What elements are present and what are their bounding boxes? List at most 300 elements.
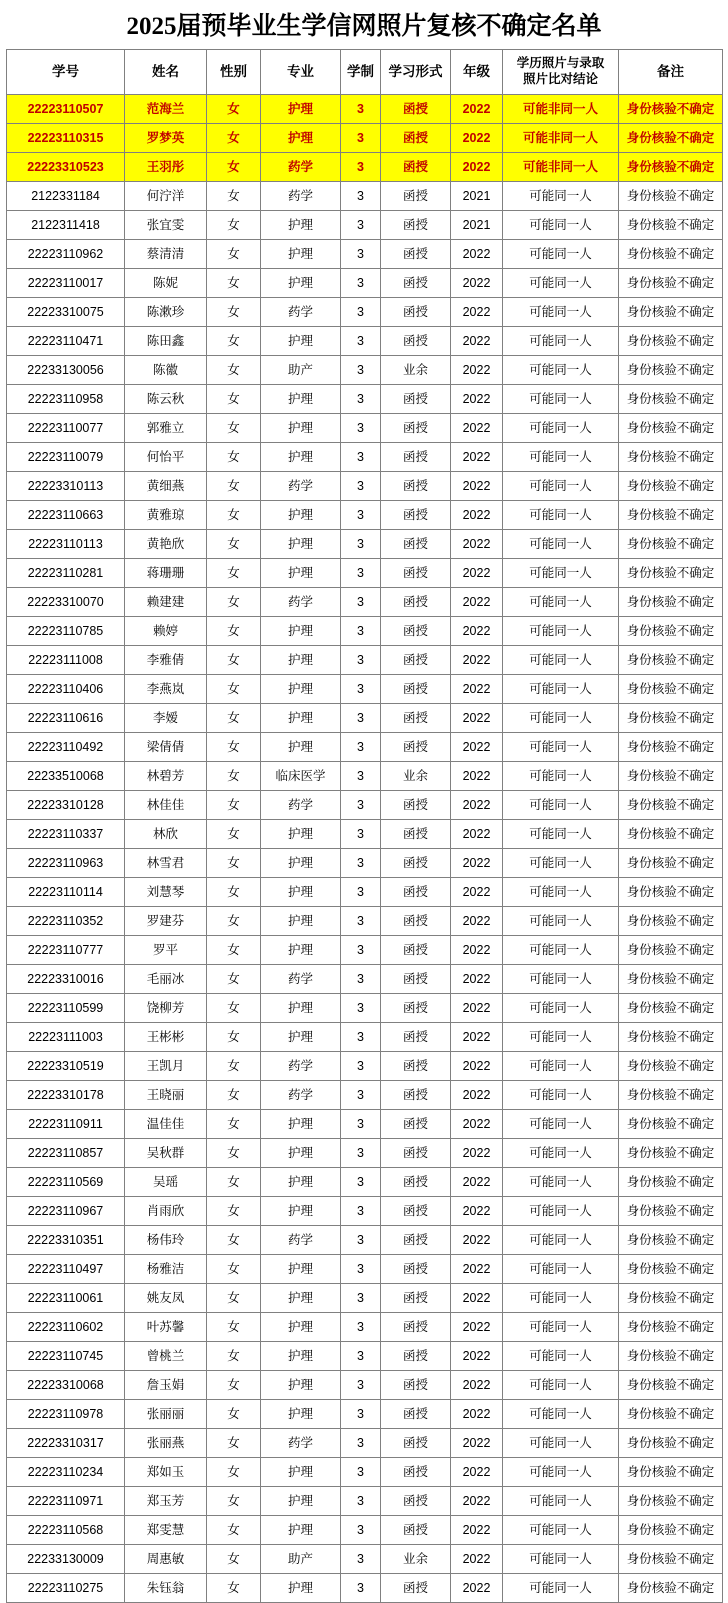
cell-study-form: 函授 [381, 1487, 451, 1516]
cell-student-id: 22223310128 [7, 791, 125, 820]
cell-remark: 身份核验不确定 [619, 1458, 723, 1487]
cell-student-id: 2122311418 [7, 211, 125, 240]
cell-student-id: 22223310068 [7, 1371, 125, 1400]
cell-gender: 女 [207, 1081, 261, 1110]
cell-remark: 身份核验不确定 [619, 269, 723, 298]
table-row [7, 820, 723, 849]
cell-major: 护理 [261, 124, 341, 153]
roster-table [6, 49, 723, 1603]
cell-system: 3 [341, 965, 381, 994]
cell-major: 护理 [261, 530, 341, 559]
cell-conclusion: 可能同一人 [503, 791, 619, 820]
cell-gender: 女 [207, 994, 261, 1023]
cell-major: 药学 [261, 153, 341, 182]
cell-study-form: 函授 [381, 153, 451, 182]
cell-remark: 身份核验不确定 [619, 356, 723, 385]
cell-system: 3 [341, 907, 381, 936]
cell-conclusion: 可能同一人 [503, 1574, 619, 1603]
cell-student-id: 22223110234 [7, 1458, 125, 1487]
cell-grade: 2022 [451, 1023, 503, 1052]
cell-name: 范海兰 [125, 95, 207, 124]
cell-system: 3 [341, 95, 381, 124]
cell-grade: 2022 [451, 1226, 503, 1255]
table-row [7, 1052, 723, 1081]
cell-study-form: 函授 [381, 936, 451, 965]
cell-grade: 2022 [451, 1313, 503, 1342]
cell-name: 李雅倩 [125, 646, 207, 675]
cell-grade: 2022 [451, 1110, 503, 1139]
cell-system: 3 [341, 1139, 381, 1168]
cell-remark: 身份核验不确定 [619, 965, 723, 994]
cell-name: 张丽丽 [125, 1400, 207, 1429]
cell-grade: 2022 [451, 356, 503, 385]
table-row [7, 530, 723, 559]
cell-remark: 身份核验不确定 [619, 385, 723, 414]
cell-name: 叶苏馨 [125, 1313, 207, 1342]
cell-grade: 2022 [451, 240, 503, 269]
cell-name: 朱钰翁 [125, 1574, 207, 1603]
table-row [7, 646, 723, 675]
cell-grade: 2022 [451, 414, 503, 443]
cell-system: 3 [341, 704, 381, 733]
cell-conclusion: 可能同一人 [503, 907, 619, 936]
cell-system: 3 [341, 588, 381, 617]
table-row [7, 1516, 723, 1545]
table-row [7, 1574, 723, 1603]
cell-grade: 2022 [451, 704, 503, 733]
cell-name: 郑雯慧 [125, 1516, 207, 1545]
cell-grade: 2022 [451, 617, 503, 646]
cell-gender: 女 [207, 1197, 261, 1226]
cell-study-form: 函授 [381, 1081, 451, 1110]
cell-conclusion: 可能同一人 [503, 501, 619, 530]
cell-gender: 女 [207, 327, 261, 356]
cell-gender: 女 [207, 1023, 261, 1052]
cell-grade: 2022 [451, 269, 503, 298]
cell-grade: 2022 [451, 1081, 503, 1110]
cell-major: 药学 [261, 182, 341, 211]
cell-name: 梁倩倩 [125, 733, 207, 762]
cell-name: 张丽燕 [125, 1429, 207, 1458]
cell-student-id: 22223110962 [7, 240, 125, 269]
cell-study-form: 函授 [381, 849, 451, 878]
cell-conclusion: 可能同一人 [503, 820, 619, 849]
cell-student-id: 22223310519 [7, 1052, 125, 1081]
cell-grade: 2022 [451, 878, 503, 907]
table-row [7, 936, 723, 965]
cell-grade: 2022 [451, 530, 503, 559]
cell-gender: 女 [207, 472, 261, 501]
cell-name: 罗平 [125, 936, 207, 965]
table-row [7, 1023, 723, 1052]
cell-grade: 2022 [451, 1516, 503, 1545]
cell-remark: 身份核验不确定 [619, 327, 723, 356]
cell-student-id: 22233130056 [7, 356, 125, 385]
cell-conclusion: 可能同一人 [503, 704, 619, 733]
cell-gender: 女 [207, 617, 261, 646]
cell-system: 3 [341, 559, 381, 588]
cell-conclusion: 可能同一人 [503, 559, 619, 588]
cell-grade: 2022 [451, 733, 503, 762]
column-header-conclusion [503, 50, 619, 95]
cell-gender: 女 [207, 95, 261, 124]
cell-study-form: 函授 [381, 1226, 451, 1255]
cell-system: 3 [341, 849, 381, 878]
cell-system: 3 [341, 1284, 381, 1313]
cell-name: 陈漱珍 [125, 298, 207, 327]
cell-study-form: 函授 [381, 559, 451, 588]
cell-student-id: 22223110602 [7, 1313, 125, 1342]
cell-gender: 女 [207, 530, 261, 559]
column-header-student-id: 学号 [7, 50, 125, 95]
cell-major: 护理 [261, 211, 341, 240]
cell-system: 3 [341, 675, 381, 704]
table-row [7, 1226, 723, 1255]
cell-student-id: 22223110745 [7, 1342, 125, 1371]
cell-study-form: 函授 [381, 182, 451, 211]
cell-system: 3 [341, 1110, 381, 1139]
cell-remark: 身份核验不确定 [619, 762, 723, 791]
cell-major: 护理 [261, 1110, 341, 1139]
cell-name: 吴瑶 [125, 1168, 207, 1197]
cell-student-id: 22223110777 [7, 936, 125, 965]
table-row [7, 95, 723, 124]
cell-remark: 身份核验不确定 [619, 1081, 723, 1110]
cell-remark: 身份核验不确定 [619, 472, 723, 501]
cell-grade: 2022 [451, 472, 503, 501]
cell-major: 护理 [261, 907, 341, 936]
cell-name: 姚友凤 [125, 1284, 207, 1313]
cell-system: 3 [341, 414, 381, 443]
cell-major: 药学 [261, 1081, 341, 1110]
cell-study-form: 函授 [381, 675, 451, 704]
cell-conclusion: 可能非同一人 [503, 124, 619, 153]
cell-system: 3 [341, 269, 381, 298]
cell-student-id: 22223110616 [7, 704, 125, 733]
cell-conclusion: 可能同一人 [503, 1371, 619, 1400]
cell-remark: 身份核验不确定 [619, 994, 723, 1023]
cell-gender: 女 [207, 211, 261, 240]
table-row [7, 1255, 723, 1284]
cell-grade: 2022 [451, 153, 503, 182]
cell-remark: 身份核验不确定 [619, 849, 723, 878]
cell-major: 护理 [261, 1400, 341, 1429]
table-row [7, 153, 723, 182]
cell-system: 3 [341, 472, 381, 501]
cell-grade: 2022 [451, 1342, 503, 1371]
cell-remark: 身份核验不确定 [619, 1197, 723, 1226]
cell-gender: 女 [207, 878, 261, 907]
cell-remark: 身份核验不确定 [619, 414, 723, 443]
cell-study-form: 函授 [381, 1110, 451, 1139]
cell-system: 3 [341, 501, 381, 530]
cell-major: 护理 [261, 617, 341, 646]
cell-grade: 2022 [451, 588, 503, 617]
cell-student-id: 22223110967 [7, 1197, 125, 1226]
cell-major: 药学 [261, 298, 341, 327]
cell-conclusion: 可能同一人 [503, 1516, 619, 1545]
cell-major: 临床医学 [261, 762, 341, 791]
cell-name: 罗梦英 [125, 124, 207, 153]
cell-system: 3 [341, 646, 381, 675]
cell-gender: 女 [207, 936, 261, 965]
cell-name: 赖建建 [125, 588, 207, 617]
table-row [7, 791, 723, 820]
cell-name: 曾桃兰 [125, 1342, 207, 1371]
cell-system: 3 [341, 385, 381, 414]
cell-gender: 女 [207, 1400, 261, 1429]
cell-conclusion: 可能同一人 [503, 298, 619, 327]
cell-grade: 2022 [451, 1197, 503, 1226]
cell-major: 药学 [261, 1226, 341, 1255]
cell-system: 3 [341, 1487, 381, 1516]
cell-name: 杨伟玲 [125, 1226, 207, 1255]
table-row [7, 269, 723, 298]
cell-study-form: 函授 [381, 1023, 451, 1052]
cell-conclusion: 可能同一人 [503, 211, 619, 240]
cell-conclusion: 可能同一人 [503, 414, 619, 443]
cell-name: 罗建芬 [125, 907, 207, 936]
cell-system: 3 [341, 240, 381, 269]
cell-major: 护理 [261, 240, 341, 269]
table-row [7, 1487, 723, 1516]
cell-gender: 女 [207, 675, 261, 704]
cell-system: 3 [341, 1023, 381, 1052]
cell-gender: 女 [207, 1429, 261, 1458]
cell-gender: 女 [207, 704, 261, 733]
cell-gender: 女 [207, 1168, 261, 1197]
cell-study-form: 函授 [381, 1197, 451, 1226]
cell-name: 王凯月 [125, 1052, 207, 1081]
cell-conclusion: 可能同一人 [503, 1313, 619, 1342]
cell-major: 护理 [261, 1197, 341, 1226]
cell-major: 药学 [261, 791, 341, 820]
cell-remark: 身份核验不确定 [619, 675, 723, 704]
cell-student-id: 22223110079 [7, 443, 125, 472]
cell-conclusion: 可能非同一人 [503, 153, 619, 182]
cell-grade: 2022 [451, 501, 503, 530]
cell-study-form: 函授 [381, 1139, 451, 1168]
column-header-system: 学制 [341, 50, 381, 95]
cell-student-id: 22223310351 [7, 1226, 125, 1255]
cell-study-form: 函授 [381, 472, 451, 501]
cell-student-id: 2122331184 [7, 182, 125, 211]
cell-student-id: 22223110971 [7, 1487, 125, 1516]
cell-name: 王羽彤 [125, 153, 207, 182]
cell-major: 护理 [261, 501, 341, 530]
cell-student-id: 22223310317 [7, 1429, 125, 1458]
cell-system: 3 [341, 1545, 381, 1574]
cell-conclusion: 可能同一人 [503, 936, 619, 965]
cell-system: 3 [341, 1052, 381, 1081]
cell-major: 护理 [261, 646, 341, 675]
table-row [7, 501, 723, 530]
cell-gender: 女 [207, 849, 261, 878]
cell-grade: 2022 [451, 1400, 503, 1429]
cell-conclusion: 可能同一人 [503, 327, 619, 356]
cell-gender: 女 [207, 1545, 261, 1574]
cell-student-id: 22223110114 [7, 878, 125, 907]
cell-remark: 身份核验不确定 [619, 820, 723, 849]
table-row [7, 588, 723, 617]
cell-conclusion: 可能同一人 [503, 530, 619, 559]
cell-name: 林碧芳 [125, 762, 207, 791]
cell-remark: 身份核验不确定 [619, 240, 723, 269]
cell-remark: 身份核验不确定 [619, 1342, 723, 1371]
cell-remark: 身份核验不确定 [619, 182, 723, 211]
cell-grade: 2021 [451, 211, 503, 240]
cell-name: 林雪君 [125, 849, 207, 878]
cell-name: 詹玉娟 [125, 1371, 207, 1400]
cell-remark: 身份核验不确定 [619, 153, 723, 182]
cell-name: 刘慧琴 [125, 878, 207, 907]
table-row [7, 182, 723, 211]
cell-conclusion: 可能同一人 [503, 617, 619, 646]
cell-system: 3 [341, 356, 381, 385]
cell-study-form: 函授 [381, 1168, 451, 1197]
cell-remark: 身份核验不确定 [619, 124, 723, 153]
cell-name: 陈徽 [125, 356, 207, 385]
cell-conclusion: 可能同一人 [503, 1110, 619, 1139]
cell-grade: 2022 [451, 675, 503, 704]
cell-student-id: 22223110507 [7, 95, 125, 124]
cell-name: 李燕岚 [125, 675, 207, 704]
cell-major: 护理 [261, 849, 341, 878]
cell-conclusion: 可能同一人 [503, 994, 619, 1023]
cell-gender: 女 [207, 733, 261, 762]
cell-grade: 2022 [451, 385, 503, 414]
cell-system: 3 [341, 124, 381, 153]
cell-system: 3 [341, 878, 381, 907]
cell-remark: 身份核验不确定 [619, 733, 723, 762]
cell-gender: 女 [207, 1458, 261, 1487]
cell-system: 3 [341, 617, 381, 646]
cell-system: 3 [341, 1458, 381, 1487]
cell-name: 温佳佳 [125, 1110, 207, 1139]
cell-study-form: 函授 [381, 327, 451, 356]
cell-system: 3 [341, 1313, 381, 1342]
cell-major: 护理 [261, 269, 341, 298]
cell-remark: 身份核验不确定 [619, 1516, 723, 1545]
table-row [7, 1313, 723, 1342]
cell-remark: 身份核验不确定 [619, 443, 723, 472]
cell-grade: 2022 [451, 1255, 503, 1284]
cell-student-id: 22223110281 [7, 559, 125, 588]
cell-student-id: 22223110568 [7, 1516, 125, 1545]
cell-gender: 女 [207, 124, 261, 153]
cell-name: 蒋珊珊 [125, 559, 207, 588]
cell-grade: 2022 [451, 994, 503, 1023]
cell-study-form: 函授 [381, 1429, 451, 1458]
cell-gender: 女 [207, 1139, 261, 1168]
cell-grade: 2022 [451, 95, 503, 124]
cell-student-id: 22223110963 [7, 849, 125, 878]
cell-conclusion: 可能同一人 [503, 1197, 619, 1226]
cell-major: 护理 [261, 936, 341, 965]
cell-conclusion: 可能同一人 [503, 646, 619, 675]
cell-remark: 身份核验不确定 [619, 704, 723, 733]
cell-system: 3 [341, 733, 381, 762]
cell-system: 3 [341, 182, 381, 211]
cell-study-form: 函授 [381, 1400, 451, 1429]
cell-gender: 女 [207, 1110, 261, 1139]
cell-remark: 身份核验不确定 [619, 791, 723, 820]
cell-system: 3 [341, 762, 381, 791]
column-header-name: 姓名 [125, 50, 207, 95]
table-row [7, 1458, 723, 1487]
cell-gender: 女 [207, 356, 261, 385]
cell-name: 陈田鑫 [125, 327, 207, 356]
cell-student-id: 22223110471 [7, 327, 125, 356]
cell-major: 药学 [261, 588, 341, 617]
cell-student-id: 22223110958 [7, 385, 125, 414]
cell-remark: 身份核验不确定 [619, 588, 723, 617]
cell-gender: 女 [207, 501, 261, 530]
cell-student-id: 22223110275 [7, 1574, 125, 1603]
cell-remark: 身份核验不确定 [619, 1110, 723, 1139]
cell-study-form: 函授 [381, 1371, 451, 1400]
cell-grade: 2022 [451, 1574, 503, 1603]
table-row [7, 559, 723, 588]
cell-student-id: 22233130009 [7, 1545, 125, 1574]
cell-major: 护理 [261, 1371, 341, 1400]
table-row [7, 617, 723, 646]
cell-name: 陈云秋 [125, 385, 207, 414]
cell-study-form: 函授 [381, 1458, 451, 1487]
cell-name: 赖婷 [125, 617, 207, 646]
cell-study-form: 函授 [381, 646, 451, 675]
cell-major: 护理 [261, 704, 341, 733]
cell-system: 3 [341, 936, 381, 965]
cell-name: 周惠敏 [125, 1545, 207, 1574]
cell-name: 林欣 [125, 820, 207, 849]
cell-grade: 2022 [451, 1545, 503, 1574]
cell-major: 药学 [261, 965, 341, 994]
table-header-row [7, 50, 723, 95]
cell-study-form: 函授 [381, 269, 451, 298]
cell-conclusion: 可能同一人 [503, 182, 619, 211]
table-row [7, 1284, 723, 1313]
cell-remark: 身份核验不确定 [619, 1168, 723, 1197]
cell-major: 护理 [261, 820, 341, 849]
cell-name: 黄艳欣 [125, 530, 207, 559]
cell-student-id: 22223110911 [7, 1110, 125, 1139]
cell-major: 护理 [261, 1458, 341, 1487]
page-title: 2025届预毕业生学信网照片复核不确定名单 [126, 13, 602, 40]
cell-student-id: 22223310178 [7, 1081, 125, 1110]
table-row [7, 849, 723, 878]
cell-system: 3 [341, 211, 381, 240]
cell-remark: 身份核验不确定 [619, 878, 723, 907]
cell-gender: 女 [207, 269, 261, 298]
cell-system: 3 [341, 153, 381, 182]
cell-major: 护理 [261, 994, 341, 1023]
cell-grade: 2022 [451, 327, 503, 356]
cell-name: 蔡清清 [125, 240, 207, 269]
cell-student-id: 22223110113 [7, 530, 125, 559]
cell-major: 护理 [261, 1342, 341, 1371]
cell-conclusion: 可能同一人 [503, 443, 619, 472]
column-header-conclusion-line1: 学历照片与录取 [516, 56, 605, 71]
table-body [7, 95, 723, 1603]
cell-major: 护理 [261, 1139, 341, 1168]
cell-study-form: 函授 [381, 530, 451, 559]
cell-study-form: 函授 [381, 1574, 451, 1603]
cell-remark: 身份核验不确定 [619, 530, 723, 559]
cell-major: 护理 [261, 1168, 341, 1197]
table-row [7, 1342, 723, 1371]
table-header [7, 50, 723, 95]
